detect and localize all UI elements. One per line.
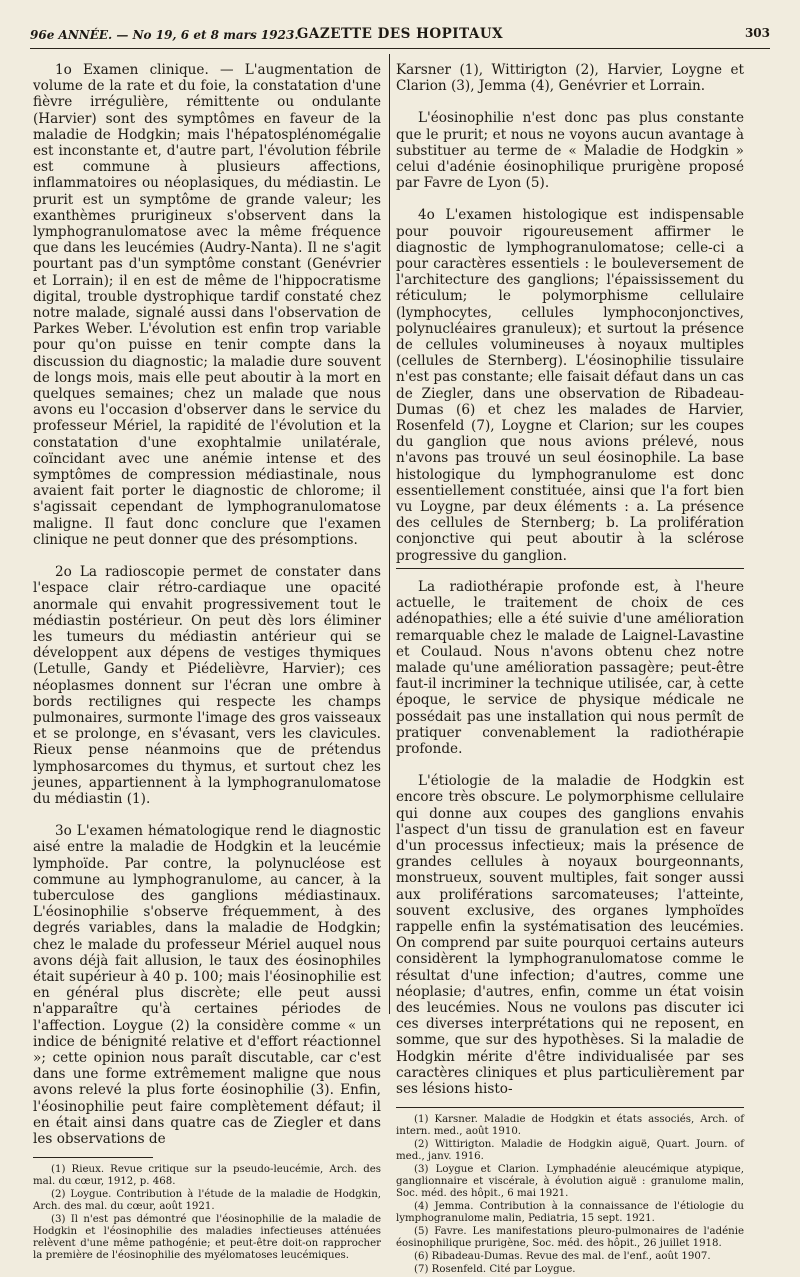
header-rule [30,48,770,49]
footnote: (3) Il n'est pas démontré que l'éosinophilie de la maladie de Hodgkin et l'éosinophilie des maladies infectieuses atténuées relèvent d'une même pathogénie; et peut-être doit-on rapprocher la première de l'éosinophilie des myélomatoses leucémiques. [33,1214,381,1262]
footnote: (6) Ribadeau-Dumas. Revue des mal. de l'enf., août 1907. [414,1251,711,1263]
journal-title: GAZETTE DES HOPITAUX [296,26,504,42]
paragraph-radiotherapy: La radiothérapie profonde est, à l'heure actuelle, le traitement de choix de ces adénopathies; elle a été suivie d'une amélioration remarquable chez le malade de Laignel-Lavastine et Coulaud. Nous n'avons obtenu chez notre malade qu'une amélioration passagère; peut-être faut-il incriminer la technique utilisée, car, à cette époque, le service de physique médicale ne possédait pas une installation qui nous permît de pratiquer convenablement la radiothérapie profonde. [396,578,744,757]
paragraph-hematology: 3o L'examen hématologique rend le diagnostic aisé entre la maladie de Hodgkin et la leucémie lymphoïde. Par contre, la polynucléose est commune au lymphogranulome, au cancer, à la tuberculose des ganglions médiastinaux. L'éosinophilie s'observe fréquemment, à des degrés variables, dans la maladie de Hodgkin; chez le malade du professeur Mériel auquel nous avons déjà fait allusion, le taux des éosinophiles était supérieur à 40 p. 100; mais l'éosinophilie est en général plus discrète; elle peut aussi n'apparaître qu'à certaines périodes de l'affection. Loygue (2) la considère comme « un indice de bénignité relative et d'effort réactionnel »; cette opinion nous paraît discutable, car c'est dans une forme extrêmement maligne que nous avons relevé la plus forte éosinophilie (3). Enfin, l'éosinophilie peut faire complètement défaut; il en était ainsi dans quatre cas de Ziegler et dans les observations de [33,823,381,1147]
footnote: (1) Rieux. Revue critique sur la pseudo-leucémie, Arch. des mal. du cœur, 1912, p. 468. [33,1164,381,1188]
page-number: 303 [744,26,770,40]
paragraph-histology: 4o L'examen histologique est indispensable pour pouvoir rigoureusement affirmer le diagnostic de lymphogranulomatose; celle-ci a pour caractères essentiels : le bouleversement de l'architecture des ganglions; l'épaississement du réticulum; le polymorphisme cellulaire (lymphocytes, cellules lymphoconjonctives, polynucléaires granuleux); et surtout la présence de cellules volumineuses à noyaux multiples (cellules de Sternberg). L'éosinophilie tissulaire n'est pas constante; elle faisait défaut dans un cas de Ziegler, dans une observation de Ribadeau-Dumas (6) et chez les malades de Harvier, Rosenfeld (7), Loygne et Clarion; sur les coupes du ganglion que nous avions prélevé, nous n'avons pas trouvé un seul éosinophile. La base histologique du lymphogranulome est donc essentiellement constituée, ainsi que l'a fort bien vu Loygne, par deux éléments : a. La présence des cellules de Sternberg; b. La prolifération conjonctive qui peut aboutir à la sclérose progressive du ganglion. [396,207,744,564]
section-rule [396,568,744,569]
right-column [396,62,744,1277]
paragraph-etiology: L'étiologie de la maladie de Hodgkin est encore très obscure. Le polymorphisme cellulaire qui donne aux coupes des ganglions envahis l'aspect d'un tissu de granulation est en faveur d'un processus infectieux; mais la présence de grandes cellules à noyaux bourgeonnants, monstrueux, souvent multiples, fait songer aussi aux proliférations sarcomateuses; l'atteinte, souvent exclusive, des organes lymphoïdes rappelle enfin la systématisation des leucémies. On comprend par suite pourquoi certains auteurs considèrent la lymphogranulomatose comme le résultat d'une infection; d'autres, comme une néoplasie; d'autres, enfin, comme un état voisin des leucémies. Nous ne voulons pas discuter ici ces diverses interprétations qui ne reposent, en somme, que sur des hypothèses. Si la maladie de Hodgkin mérite d'être individualisée par ses caractères cliniques et plus particulièrement par ses lésions histo- [396,773,744,1097]
footnote: (3) Loygue et Clarion. Lymphadénie aleucémique atypique, ganglionnaire et viscérale, à évolution aiguë : granulome malin, Soc. méd. des hôpit., 6 mai 1921. [396,1164,744,1200]
page-header [30,26,770,48]
paragraph-clinical-exam: 1o Examen clinique. — L'augmentation de volume de la rate et du foie, la constatation d'une fièvre irrégulière, rémittente ou ondulante (Harvier) sont des symptômes en faveur de la maladie de Hodgkin; mais l'hépatosplénomégalie est inconstante et, d'autre part, l'évolution fébrile est commune à plusieurs affections, inflammatoires ou néoplasiques, du médiastin. Le prurit est un symptôme de grande valeur; les exanthèmes prurigineux s'observent dans la lymphogranulomatose avec la même fréquence que dans les leucémies (Audry-Nanta). Il ne s'agit pourtant pas d'un symptôme constant (Genévrier et Lorrain); il en est de même de l'hippocratisme digital, trouble dystrophique tardif constaté chez notre malade, signalé aussi dans l'observation de Parkes Weber. L'évolution est enfin trop variable pour qu'on puisse en tenir compte dans la discussion du diagnostic; la maladie dure souvent de longs mois, mais elle peut aboutir à la mort en quelques semaines; chez un malade que nous avons eu l'occasion d'observer dans le service du professeur Mériel, la rapidité de l'évolution et la constatation d'une exophtalmie unilatérale, coïncidant avec une anémie intense et des symptômes de compression médiastinale, nous avaient fait porter le diagnostic de chlorome; il s'agissait cependant de lymphogranulomatose maligne. Il faut donc conclure que l'examen clinique ne peut donner que des présomptions. [33,62,381,548]
footnote: (5) Favre. Les manifestations pleuro-pulmonaires de l'adénie éosinophilique prurigène, Soc. méd. des hôpit., 26 juillet 1918. [396,1226,744,1250]
issue-info: 96e ANNÉE. — No 19, 6 et 8 mars 1923. [30,28,299,42]
footnote-rule [33,1157,153,1158]
footnote: (4) Jemma. Contribution à la connaissance de l'étiologie du lymphogranulome malin, Pediatria, 15 sept. 1921. [396,1201,744,1225]
footnote-rule [396,1107,744,1108]
paragraph-eosinophilia: L'éosinophilie n'est donc pas plus constante que le prurit; et nous ne voyons aucun avantage à substituer au terme de « Maladie de Hodgkin » celui d'adénie éosinophilique prurigène proposé par Favre de Lyon (5). [396,110,744,192]
right-footnotes [396,1114,744,1276]
paragraph-radioscopy: 2o La radioscopie permet de constater dans l'espace clair rétro-cardiaque une opacité anormale qui envahit progressivement tout le médiastin postérieur. On peut dès lors éliminer les tumeurs du médiastin antérieur qui se développent aux dépens de vestiges thymiques (Letulle, Gandy et Piédelièvre, Harvier); ces néoplasmes donnent sur l'écran une ombre à bords rectilignes qui respecte les champs pulmonaires, surmonte l'image des gros vaisseaux et se prolonge, en s'évasant, vers les clavicules. Rieux pense néanmoins que de prétendus lymphosarcomes du thymus, et surtout chez les jeunes, appartiennent à la lymphogranulomatose du médiastin (1). [33,564,382,807]
paragraph-continued: Karsner (1), Wittirigton (2), Harvier, Loygne et Clarion (3), Jemma (4), Genévrier et Lorrain. [396,62,744,95]
left-footnotes [33,1164,381,1262]
column-divider [389,54,390,1014]
footnote: (1) Karsner. Maladie de Hodgkin et états associés, Arch. of intern. med., août 1910. [396,1114,744,1138]
footnote: (2) Wittirigton. Maladie de Hodgkin aiguë, Quart. Journ. of med., janv. 1916. [396,1139,744,1163]
left-column [33,62,381,1263]
footnote: (2) Loygue. Contribution à l'étude de la maladie de Hodgkin, Arch. des mal. du cœur, août 1921. [33,1189,381,1213]
footnote: (7) Rosenfeld. Cité par Loygue. [414,1264,576,1276]
